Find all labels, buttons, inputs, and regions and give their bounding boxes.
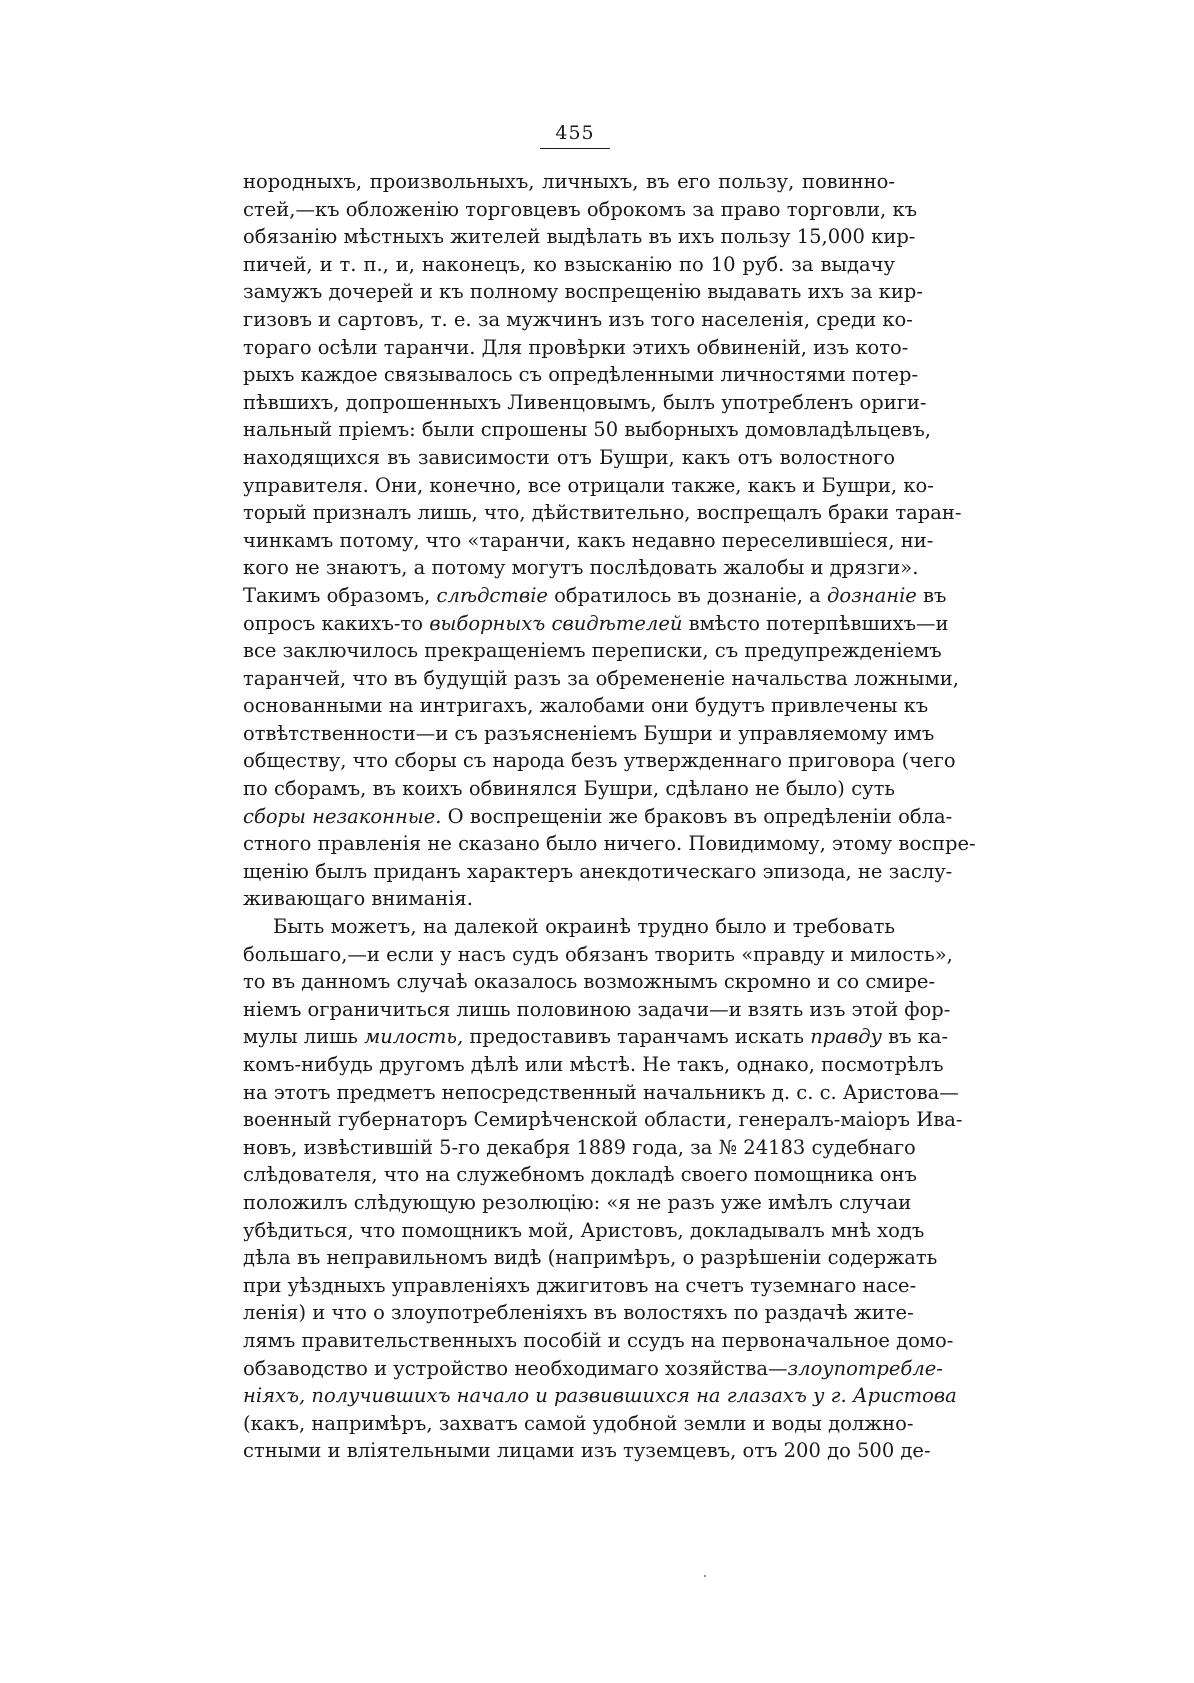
text-line: [243, 858, 953, 886]
italic-text: слѣдствіе: [436, 583, 548, 607]
text-line: [243, 1217, 925, 1245]
text-line: [243, 1079, 959, 1107]
text-segment: рыхъ каждое связывалось съ опредѣленными личностями потер-: [243, 363, 919, 387]
text-line: [243, 1437, 931, 1465]
text-segment: по сборамъ, въ коихъ обвинялся Бушри, сдѣлано не было) суть: [243, 777, 895, 801]
text-segment: обратилось въ дознаніе, а: [547, 583, 828, 607]
text-segment: въ: [916, 583, 947, 607]
text-line: [243, 278, 923, 306]
text-line: [243, 775, 895, 803]
text-line: [243, 582, 947, 610]
italic-text: злоупотребле-: [787, 1356, 943, 1380]
text-line: [243, 1327, 954, 1355]
text-segment: опросъ какихъ-то: [243, 611, 430, 635]
italic-text: ніяхъ, получившихъ начало и развившихся на глазахъ у г. Аристова: [243, 1384, 957, 1408]
text-segment: живающаго вниманія.: [243, 887, 473, 911]
italic-text: выборныхъ свидѣтелей: [429, 611, 683, 635]
text-line: [243, 1355, 943, 1383]
text-segment: дѣла въ неправильномъ видѣ (напримѣръ, о разрѣшеніи содержать: [243, 1246, 938, 1270]
text-line: [243, 1382, 957, 1410]
text-segment: убѣдиться, что помощникъ мой, Аристовъ, докладывалъ мнѣ ходъ: [243, 1218, 925, 1242]
text-line: [243, 830, 976, 858]
text-line: [243, 1272, 917, 1300]
text-segment: комъ-нибудь другомъ дѣлѣ или мѣстѣ. Не такъ, однако, посмотрѣлъ: [243, 1053, 944, 1076]
body-text: [243, 168, 976, 1465]
text-segment: новъ, извѣстившій 5-го декабря 1889 года, за № 24183 судебнаго: [243, 1135, 916, 1159]
text-segment: гизовъ и сартовъ, т. е. за мужчинъ изъ того населенія, среди ко-: [243, 307, 913, 331]
text-line: [243, 637, 942, 665]
text-segment: то въ данномъ случаѣ оказалось возможнымъ скромно и со смире-: [243, 970, 936, 994]
text-line: [243, 168, 895, 196]
text-segment: слѣдователя, что на служебномъ докладѣ своего помощника онъ: [243, 1163, 917, 1187]
text-line: [243, 389, 927, 417]
text-line: [243, 885, 895, 913]
text-segment: щенію былъ приданъ характеръ анекдотическаго эпизода, не заслу-: [243, 859, 953, 883]
text-line: [243, 472, 934, 500]
text-line: [243, 1134, 916, 1162]
text-segment: замужъ дочерей и къ полному воспрещенію выдавать ихъ за кир-: [243, 280, 923, 304]
text-line: [243, 941, 953, 969]
text-segment: пѣвшихъ, допрошенныхъ Ливенцовымъ, былъ употребленъ ориги-: [243, 390, 927, 414]
text-line: [243, 334, 909, 362]
text-line: [243, 361, 919, 389]
text-line: [243, 692, 929, 720]
text-segment: нородныхъ, произвольныхъ, личныхъ, въ его пользу, повинно-: [243, 170, 895, 193]
text-line: [243, 803, 953, 831]
text-segment: предоставивъ таранчамъ искать: [463, 1025, 811, 1049]
text-segment: вмѣсто потерпѣвшихъ—и: [682, 611, 949, 635]
text-segment: нальный пріемъ: были спрошены 50 выборныхъ домовладѣльцевъ,: [243, 418, 931, 442]
text-line: [243, 444, 895, 472]
text-line: [243, 527, 934, 555]
text-line: [243, 1023, 949, 1051]
text-segment: чинкамъ потому, что «таранчи, какъ недавно переселившіеся, ни-: [243, 528, 934, 552]
text-line: [243, 196, 918, 224]
text-segment: обществу, что сборы съ народа безъ утвержденнаго приговора (чего: [243, 749, 956, 773]
text-segment: управителя. Они, конечно, все отрицали также, какъ и Бушри, ко-: [243, 473, 934, 497]
text-line: [243, 223, 916, 251]
text-segment: все заключилось прекращеніемъ переписки, съ предупрежденіемъ: [243, 639, 942, 663]
text-line: [243, 968, 936, 996]
text-segment: отвѣтственности—и съ разъясненіемъ Бушри и управляемому имъ: [243, 721, 935, 745]
text-segment: основанными на интригахъ, жалобами они будутъ привлечены къ: [243, 694, 929, 718]
text-segment: стного правленія не сказано было ничего. Повидимому, этому воспре-: [243, 832, 976, 856]
print-speck: [704, 1575, 706, 1577]
text-line: [243, 251, 895, 279]
text-segment: таранчей, что въ будущій разъ за обремененіе начальства ложными,: [243, 666, 959, 690]
text-line: [243, 610, 949, 638]
text-segment: тораго осѣли таранчи. Для провѣрки этихъ обвиненій, изъ кото-: [243, 335, 909, 359]
text-segment: Быть можетъ, на далекой окраинѣ трудно было и требовать: [273, 915, 895, 939]
text-line: [243, 554, 919, 582]
text-line: [243, 1244, 938, 1272]
text-line: [243, 996, 951, 1024]
text-line: [243, 747, 956, 775]
text-line: [243, 1410, 914, 1438]
text-line: [243, 1161, 917, 1189]
text-segment: большаго,—и если у насъ судъ обязанъ творить «правду и милость»,: [243, 942, 953, 966]
text-line: [243, 416, 931, 444]
text-segment: обязанію мѣстныхъ жителей выдѣлать въ ихъ пользу 15,000 кир-: [243, 225, 916, 249]
text-segment: при уѣздныхъ управленіяхъ джигитовъ на счетъ туземнаго насе-: [243, 1273, 917, 1297]
text-line: [243, 1189, 912, 1217]
text-segment: въ ка-: [881, 1025, 949, 1049]
italic-text: милость,: [364, 1025, 464, 1049]
italic-text: правду: [810, 1025, 882, 1049]
text-line: [243, 1051, 944, 1079]
text-segment: лямъ правительственныхъ пособій и ссудъ на первоначальное домо-: [243, 1328, 954, 1352]
text-segment: кого не знаютъ, а потому могутъ послѣдовать жалобы и дрязги».: [243, 556, 919, 580]
text-segment: ніемъ ограничиться лишь половиною задачи—и взять изъ этой фор-: [243, 997, 951, 1021]
italic-text: дознаніе: [827, 583, 917, 607]
text-line: [243, 720, 935, 748]
text-line: [243, 1299, 914, 1327]
text-line: [243, 306, 913, 334]
text-segment: пичей, и т. п., и, наконецъ, ко взысканію по 10 руб. за выдачу: [243, 252, 895, 276]
text-line: [243, 913, 895, 941]
text-line: [243, 1106, 963, 1134]
text-segment: (какъ, напримѣръ, захватъ самой удобной земли и воды должно-: [243, 1411, 914, 1435]
text-segment: О воспрещеніи же браковъ въ опредѣленіи обла-: [441, 804, 953, 828]
text-segment: Такимъ образомъ,: [243, 583, 437, 607]
text-segment: стными и вліятельными лицами изъ туземцевъ, отъ 200 до 500 де-: [243, 1439, 931, 1463]
text-line: [243, 665, 959, 693]
text-segment: на этотъ предметъ непосредственный начальникъ д. с. с. Аристова—: [243, 1080, 959, 1104]
text-segment: ленія) и что о злоупотребленіяхъ въ волостяхъ по раздачѣ жите-: [243, 1301, 914, 1325]
text-segment: обзаводство и устройство необходимаго хозяйства—: [243, 1356, 788, 1380]
page-number-rule: [540, 148, 610, 149]
text-line: [243, 499, 962, 527]
text-segment: военный губернаторъ Семирѣченской области, генералъ-маіоръ Ива-: [243, 1108, 963, 1132]
text-segment: мулы лишь: [243, 1025, 365, 1049]
page-number: 455: [555, 122, 595, 144]
text-segment: стей,—къ обложенію торговцевъ оброкомъ за право торговли, къ: [243, 197, 918, 221]
italic-text: сборы незаконные.: [243, 804, 442, 828]
text-segment: торый призналъ лишь, что, дѣйствительно, воспрещалъ браки таран-: [243, 501, 962, 525]
text-segment: положилъ слѣдующую резолюцію: «я не разъ уже имѣлъ случаи: [243, 1190, 912, 1214]
text-segment: находящихся въ зависимости отъ Бушри, какъ отъ волостного: [243, 445, 895, 469]
